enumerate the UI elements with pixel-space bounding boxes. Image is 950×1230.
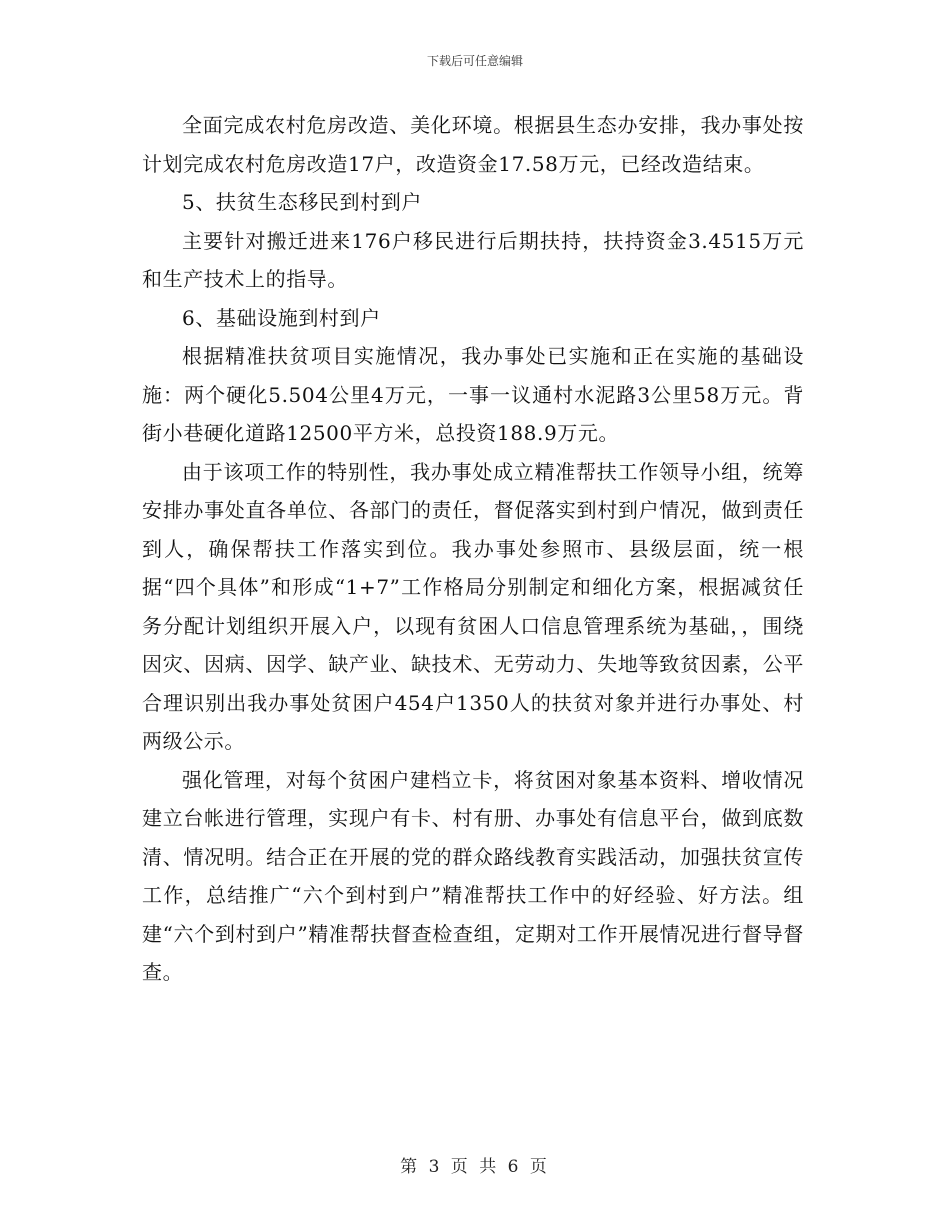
section-heading-relocation: 5、扶贫生态移民到村到户 (182, 190, 422, 214)
page-number: 第 3 页 共 6 页 (400, 1157, 550, 1177)
paragraph-management: 强化管理，对每个贫困户建档立卡，将贫困对象基本资料、增收情况建立台帐进行管理，实现户有卡、村有册、办事处有信息平台，做到底数清、情况明。结合正在开展的党的群众路线教育实践活动，加强扶贫宣传工作，总结推广“六个到村到户”精准帮扶工作中的好经验、好方法。组建“六个到村到户”精准帮扶督查检查组，定期对工作开展情况进行督导督查。 (142, 767, 804, 984)
document-body (142, 106, 804, 992)
page-header: 下载后可任意编辑 (426, 54, 523, 68)
section-heading-infrastructure: 6、基础设施到村到户 (182, 305, 381, 330)
paragraph-housing-renovation: 全面完成农村危房改造、美化环境。根据县生态办安排，我办事处按计划完成农村危房改造17户，改造资金17.58万元，已经改造结束。 (142, 113, 804, 176)
paragraph-infrastructure: 根据精准扶贫项目实施情况，我办事处已实施和正在实施的基础设施：两个硬化5.504公里4万元，一事一议通村水泥路3公里58万元。背街小巷硬化道路12500平方米，总投资188.9万元。 (142, 344, 804, 445)
paragraph-leadership-group: 由于该项工作的特别性，我办事处成立精准帮扶工作领导小组，统筹安排办事处直各单位、各部门的责任，督促落实到村到户情况，做到责任到人，确保帮扶工作落实到位。我办事处参照市、县级层面，统一根据“四个具体”和形成“1+7”工作格局分别制定和细化方案，根据减贫任务分配计划组织开展入户，以现有贫困人口信息管理系统为基础，，围绕因灾、因病、因学、缺产业、缺技术、无劳动力、失地等致贫因素，公平合理识别出我办事处贫困户454户1350人的扶贫对象并进行办事处、村两级公示。 (142, 459, 804, 753)
paragraph-relocation-support: 主要针对搬迁进来176户移民进行后期扶持，扶持资金3.4515万元和生产技术上的指导。 (142, 228, 804, 291)
